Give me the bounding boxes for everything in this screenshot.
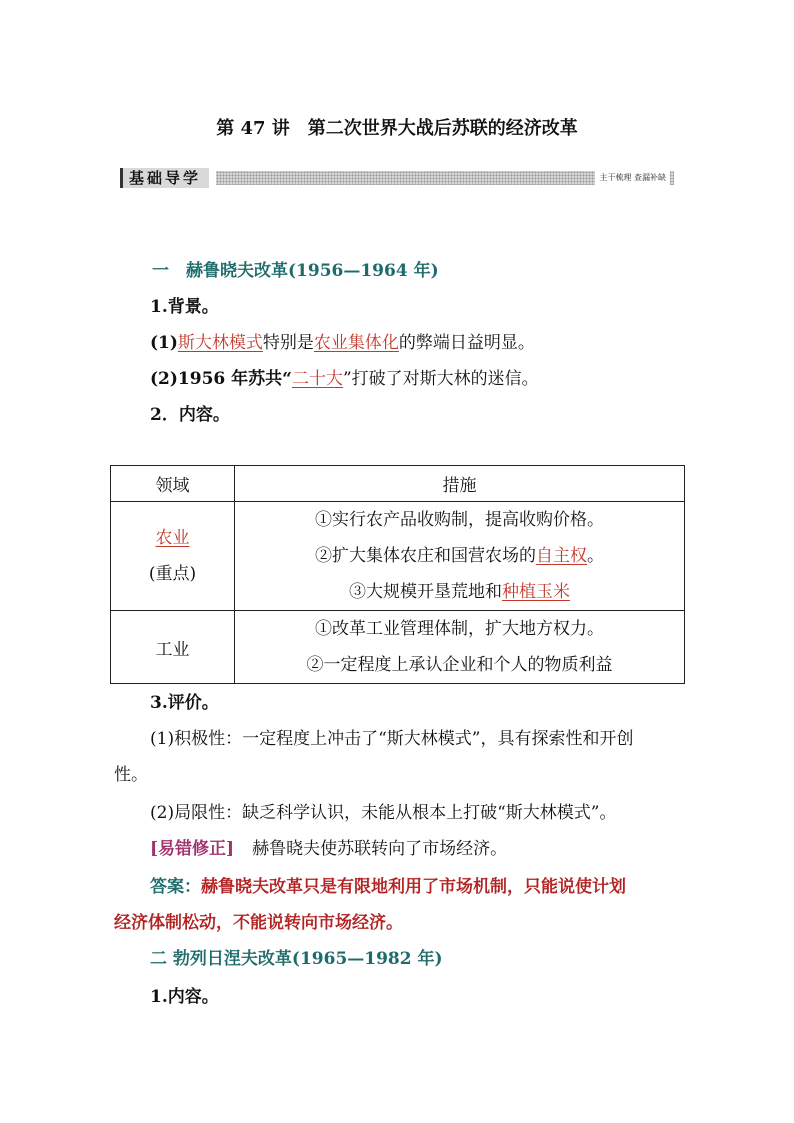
error-tag: [易错修正] [150,839,235,859]
term-collectivization: 农业集体化 [313,333,399,353]
term-agriculture: 农业 [155,528,190,548]
banner-tag: 主干梳理 查漏补缺 [595,171,670,185]
header-field: 领域 [111,466,235,502]
term-autonomy: 自主权 [536,546,587,566]
bg1-suffix: 的弊端日益明显。 [398,333,535,353]
ind-measure-2: ②一定程度上承认企业和个人的物质利益 [306,655,613,675]
section2-content-title: 1.内容。 [150,987,219,1007]
error-correction [150,834,507,859]
section2-heading: 二 勃列日涅夫改革(1965—1982 年) [150,949,443,969]
banner-label: 基础导学 [120,168,209,188]
background-item-1 [150,328,535,353]
agri-measure-3: ③大规模开垦荒地和种植玉米 [349,582,570,602]
evaluation-title: 3.评价。 [150,693,219,713]
term-stalin-model: 斯大林模式 [177,333,263,353]
industry-measures [235,611,685,684]
error-statement: 赫鲁晓夫使苏联转向了市场经济。 [252,839,508,859]
content-title: 2．内容。 [150,405,230,425]
table-row-agriculture [111,502,685,611]
term-corn: 种植玉米 [502,582,570,602]
evaluation-item-1-line-1: (1)积极性：一定程度上冲击了“斯大林模式”，具有探索性和开创 [150,729,634,749]
header-measures: 措施 [235,466,685,502]
background-title: 1.背景。 [150,297,219,317]
table-header-row [111,466,685,502]
page-title: 第 47 讲 第二次世界大战后苏联的经济改革 [216,118,578,139]
term-20th-congress: 二十大 [291,369,343,389]
agriculture-note: (重点) [148,564,197,584]
answer-line-1 [150,872,626,897]
agriculture-measures [235,502,685,611]
answer-text-1: 赫鲁晓夫改革只是有限地利用了市场机制，只能说使计划 [201,877,626,897]
evaluation-item-1-line-2: 性。 [114,765,148,785]
reform-measures-table [110,465,685,684]
field-agriculture [111,502,235,611]
section1-heading: 一 赫鲁晓夫改革(1956—1964 年) [152,261,439,281]
bg2-prefix: (2)1956 年苏共“ [150,369,292,389]
bg1-prefix: (1) [150,333,178,353]
field-industry: 工业 [111,611,235,684]
bg2-suffix: ”打破了对斯大林的迷信。 [342,369,539,389]
background-item-2 [150,364,539,389]
agri-measure-2: ②扩大集体农庄和国营农场的自主权。 [315,546,604,566]
answer-label: 答案： [150,877,201,897]
ind-measure-1: ①改革工业管理体制，扩大地方权力。 [315,619,604,639]
agri-measure-1: ①实行农产品收购制，提高收购价格。 [315,510,604,530]
answer-line-2: 经济体制松动，不能说转向市场经济。 [114,913,403,933]
table-row-industry [111,611,685,684]
section-banner [120,168,674,188]
evaluation-item-2: (2)局限性：缺乏科学认识，未能从根本上打破“斯大林模式”。 [150,803,617,823]
bg1-mid: 特别是 [262,333,314,353]
